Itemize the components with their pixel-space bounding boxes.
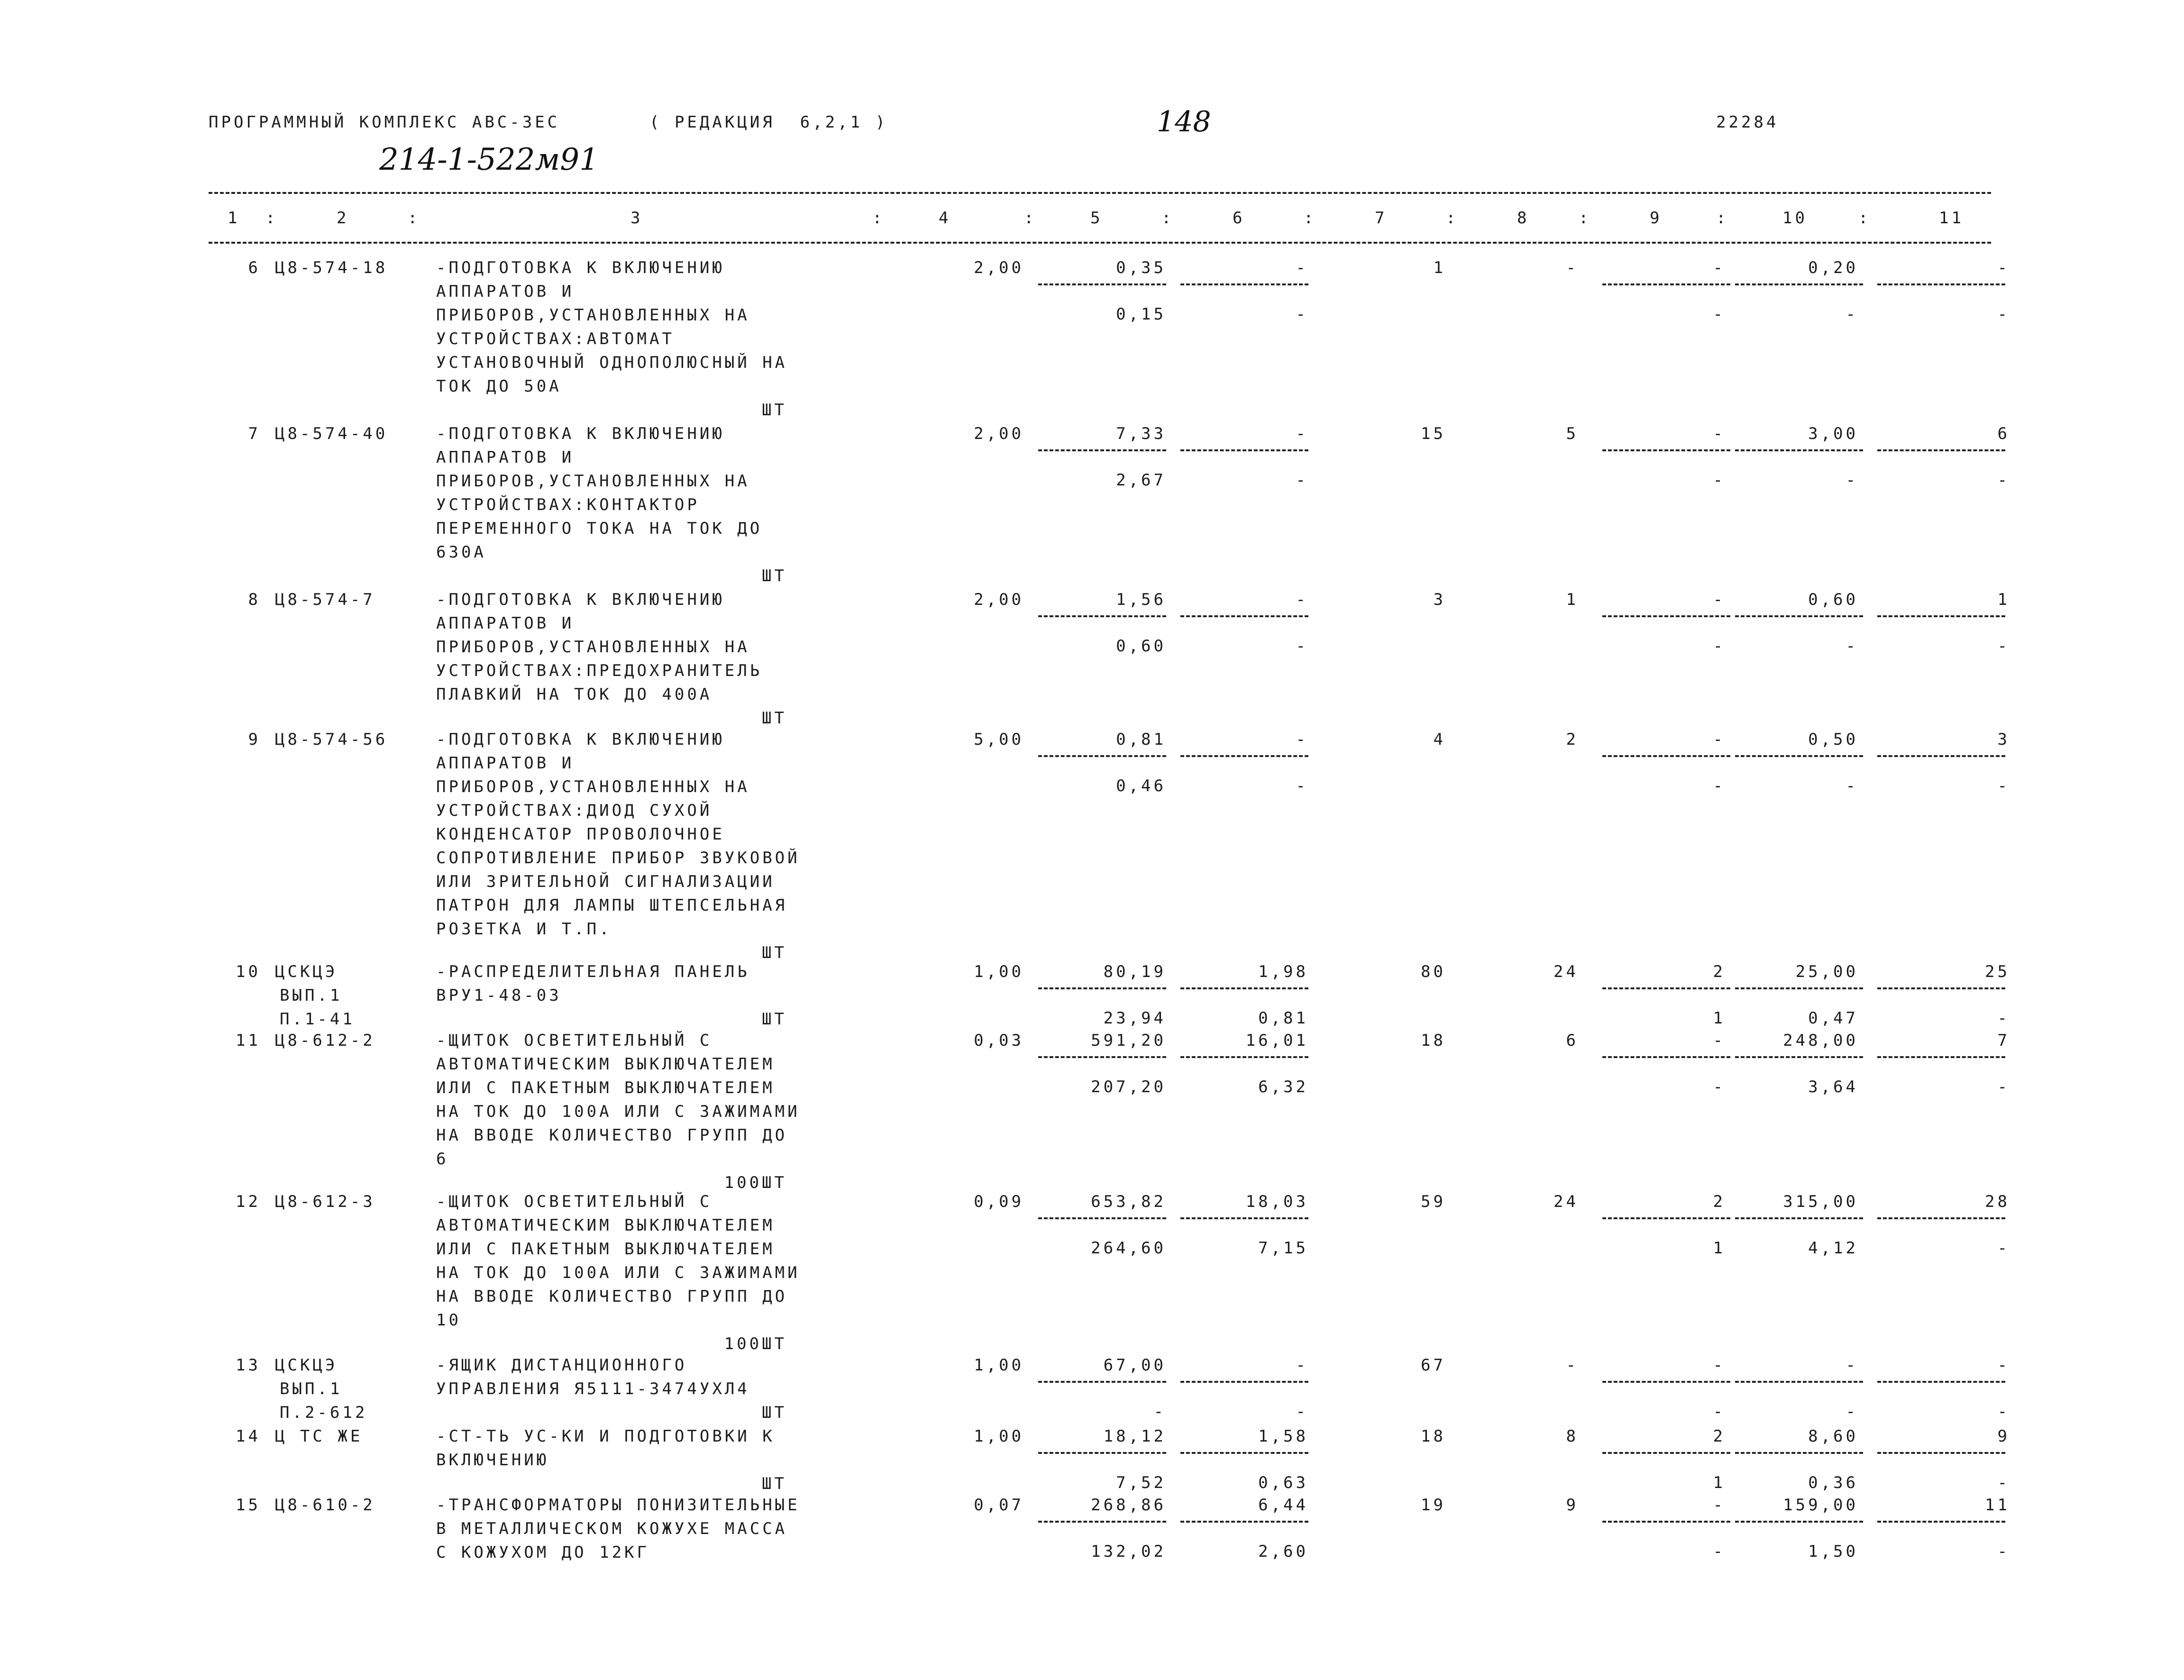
machine-cost: - bbox=[1296, 590, 1308, 609]
dashed-separator bbox=[1877, 1056, 2005, 1058]
machine-cost-wage: 6,32 bbox=[1258, 1077, 1308, 1096]
unit-label: ШТ bbox=[762, 943, 787, 962]
dashed-separator bbox=[1180, 449, 1308, 451]
total-cost: 67 bbox=[1421, 1356, 1446, 1375]
unit-cost-wage: 0,60 bbox=[1116, 637, 1166, 656]
dashed-separator bbox=[1877, 1217, 2005, 1219]
work-description: -СТ-ТЬ УС-КИ И ПОДГОТОВКИ К bbox=[436, 1427, 775, 1446]
machine-total: - bbox=[1713, 1356, 1726, 1375]
dashed-separator bbox=[1180, 1521, 1308, 1523]
total-cost: 18 bbox=[1421, 1427, 1446, 1446]
unit-cost: 18,12 bbox=[1103, 1427, 1166, 1446]
work-description: В МЕТАЛЛИЧЕСКОМ КОЖУХЕ МАССА bbox=[436, 1519, 788, 1538]
work-description: ИЛИ ЗРИТЕЛЬНОЙ СИГНАЛИЗАЦИИ bbox=[436, 872, 775, 891]
machine-total-wage: - bbox=[1713, 305, 1726, 324]
wage-cost: - bbox=[1566, 1356, 1579, 1375]
dashed-separator bbox=[1877, 987, 2005, 989]
dashed-separator bbox=[1735, 1056, 1863, 1058]
dashed-separator bbox=[1602, 1217, 1730, 1219]
dashed-separator bbox=[1735, 449, 1863, 451]
machine-cost-wage: - bbox=[1296, 637, 1308, 656]
col-separators: : bbox=[408, 209, 420, 228]
unit-cost: 7,33 bbox=[1116, 424, 1166, 443]
col-header-6: 6 bbox=[1233, 209, 1245, 228]
unit-cost-wage: 132,02 bbox=[1091, 1542, 1166, 1561]
dashed-separator bbox=[1038, 283, 1166, 285]
dashed-separator bbox=[1180, 1217, 1308, 1219]
labor-hours-wage: 3,64 bbox=[1808, 1077, 1858, 1096]
machine-total: 2 bbox=[1713, 1427, 1726, 1446]
machine-total: - bbox=[1713, 258, 1726, 277]
col-separators: : bbox=[872, 209, 885, 228]
row-number: 7 bbox=[248, 424, 261, 443]
work-description: ТОК ДО 50А bbox=[436, 377, 562, 396]
norm-code: Ц ТС ЖЕ bbox=[275, 1427, 363, 1446]
dashed-separator bbox=[1602, 1056, 1730, 1058]
labor-hours: 159,00 bbox=[1783, 1496, 1858, 1515]
work-description: -ЩИТОК ОСВЕТИТЕЛЬНЫЙ С bbox=[436, 1031, 713, 1050]
dashed-separator bbox=[1735, 1217, 1863, 1219]
quantity: 0,09 bbox=[974, 1192, 1024, 1211]
unit-label: ШТ bbox=[762, 709, 787, 728]
labor-total-wage: - bbox=[1997, 637, 2010, 656]
dashed-separator bbox=[1602, 1381, 1730, 1383]
page-number: 148 bbox=[1157, 105, 1211, 138]
labor-total-wage: - bbox=[1997, 776, 2010, 795]
unit-label: ШТ bbox=[762, 401, 787, 420]
dashed-separator bbox=[1038, 615, 1166, 617]
row-number: 14 bbox=[236, 1427, 261, 1446]
total-cost: 59 bbox=[1421, 1192, 1446, 1211]
total-cost: 19 bbox=[1421, 1496, 1446, 1515]
quantity: 0,07 bbox=[974, 1496, 1024, 1515]
row-number: 8 bbox=[248, 590, 261, 609]
unit-cost-wage: 0,46 bbox=[1116, 776, 1166, 795]
col-header-1: 1 bbox=[228, 209, 240, 228]
unit-cost-wage: 2,67 bbox=[1116, 471, 1166, 490]
col-separators: : bbox=[1024, 209, 1037, 228]
machine-total: 2 bbox=[1713, 1192, 1726, 1211]
dashed-separator bbox=[1038, 987, 1166, 989]
machine-total-wage: 1 bbox=[1713, 1473, 1726, 1492]
work-description: ВКЛЮЧЕНИЮ bbox=[436, 1451, 549, 1470]
total-cost: 15 bbox=[1421, 424, 1446, 443]
work-description: -РАСПРЕДЕЛИТЕЛЬНАЯ ПАНЕЛЬ bbox=[436, 962, 750, 981]
work-description: ПРИБОРОВ,УСТАНОВЛЕННЫХ НА bbox=[436, 306, 750, 325]
dashed-separator bbox=[1602, 1521, 1730, 1523]
machine-total-wage: - bbox=[1713, 1542, 1726, 1561]
labor-hours: 248,00 bbox=[1783, 1031, 1858, 1050]
work-description: 6 bbox=[436, 1150, 449, 1169]
machine-cost: 6,44 bbox=[1258, 1496, 1308, 1515]
machine-cost: 1,58 bbox=[1258, 1427, 1308, 1446]
col-separators: : bbox=[1446, 209, 1459, 228]
norm-code: Ц8-574-18 bbox=[275, 258, 388, 277]
labor-total: 11 bbox=[1985, 1496, 2010, 1515]
total-cost: 18 bbox=[1421, 1031, 1446, 1050]
dashed-separator bbox=[1180, 755, 1308, 757]
col-header-2: 2 bbox=[337, 209, 349, 228]
quantity: 2,00 bbox=[974, 590, 1024, 609]
unit-label: 100ШТ bbox=[724, 1173, 787, 1192]
unit-label: ШТ bbox=[762, 1403, 787, 1422]
labor-hours: 0,50 bbox=[1808, 730, 1858, 749]
machine-cost-wage: - bbox=[1296, 776, 1308, 795]
work-description: АППАРАТОВ И bbox=[436, 448, 575, 467]
work-description: УПРАВЛЕНИЯ Я5111-3474УХЛ4 bbox=[436, 1379, 750, 1398]
program-title: ПРОГРАММНЫЙ КОМПЛЕКС АВС-3ЕС bbox=[209, 113, 560, 132]
unit-label: ШТ bbox=[762, 1474, 787, 1493]
labor-total: - bbox=[1997, 1356, 2010, 1375]
unit-cost: 591,20 bbox=[1091, 1031, 1166, 1050]
dashed-separator bbox=[1180, 1056, 1308, 1058]
dashed-separator bbox=[1735, 1381, 1863, 1383]
wage-cost: - bbox=[1566, 258, 1579, 277]
norm-code: ЦСКЦЭ bbox=[275, 962, 338, 981]
dashed-separator bbox=[1038, 449, 1166, 451]
row-number: 13 bbox=[236, 1356, 261, 1375]
unit-cost-wage: - bbox=[1153, 1402, 1166, 1421]
row-number: 12 bbox=[236, 1192, 261, 1211]
quantity: 1,00 bbox=[974, 962, 1024, 981]
dashed-separator bbox=[1602, 449, 1730, 451]
labor-hours-wage: 0,47 bbox=[1808, 1009, 1858, 1028]
machine-cost: - bbox=[1296, 1356, 1308, 1375]
dashed-separator bbox=[1180, 987, 1308, 989]
dashed-separator bbox=[1877, 615, 2005, 617]
col-header-9: 9 bbox=[1650, 209, 1663, 228]
work-description: УСТАНОВОЧНЫЙ ОДНОПОЛЮСНЫЙ НА bbox=[436, 353, 788, 372]
labor-hours-wage: 0,36 bbox=[1808, 1473, 1858, 1492]
labor-total: 3 bbox=[1997, 730, 2010, 749]
labor-hours: 0,20 bbox=[1808, 258, 1858, 277]
machine-cost-wage: 0,81 bbox=[1258, 1009, 1308, 1028]
wage-cost: 24 bbox=[1553, 962, 1579, 981]
labor-hours-wage: - bbox=[1846, 776, 1858, 795]
machine-total-wage: 1 bbox=[1713, 1009, 1726, 1028]
work-description: -ПОДГОТОВКА К ВКЛЮЧЕНИЮ bbox=[436, 424, 725, 443]
unit-cost: 67,00 bbox=[1103, 1356, 1166, 1375]
machine-cost: - bbox=[1296, 258, 1308, 277]
labor-total: 9 bbox=[1997, 1427, 2010, 1446]
machine-cost-wage: - bbox=[1296, 471, 1308, 490]
machine-cost-wage: 7,15 bbox=[1258, 1239, 1308, 1258]
work-description: -ПОДГОТОВКА К ВКЛЮЧЕНИЮ bbox=[436, 258, 725, 277]
total-cost: 80 bbox=[1421, 962, 1446, 981]
machine-total-wage: - bbox=[1713, 471, 1726, 490]
work-description: -ТРАНСФОРМАТОРЫ ПОНИЗИТЕЛЬНЫЕ bbox=[436, 1496, 800, 1515]
norm-code: Ц8-610-2 bbox=[275, 1496, 375, 1515]
machine-cost: 1,98 bbox=[1258, 962, 1308, 981]
document-number: 22284 bbox=[1716, 113, 1779, 132]
work-description: АППАРАТОВ И bbox=[436, 282, 575, 301]
work-description: НА ВВОДЕ КОЛИЧЕСТВО ГРУПП ДО bbox=[436, 1126, 788, 1145]
machine-total-wage: - bbox=[1713, 1402, 1726, 1421]
work-description: ПРИБОРОВ,УСТАНОВЛЕННЫХ НА bbox=[436, 472, 750, 491]
norm-code: Ц8-574-7 bbox=[275, 590, 375, 609]
handwritten-project-code: 214-1-522м91 bbox=[379, 142, 599, 177]
labor-total-wage: - bbox=[1997, 305, 2010, 324]
wage-cost: 5 bbox=[1566, 424, 1579, 443]
header-top-rule bbox=[209, 192, 1991, 194]
dashed-separator bbox=[1602, 987, 1730, 989]
unit-cost-wage: 23,94 bbox=[1103, 1009, 1166, 1028]
dashed-separator bbox=[1877, 755, 2005, 757]
labor-hours-wage: - bbox=[1846, 471, 1858, 490]
work-description: ВРУ1-48-03 bbox=[436, 986, 562, 1005]
machine-cost-wage: 0,63 bbox=[1258, 1473, 1308, 1492]
labor-hours-wage: - bbox=[1846, 637, 1858, 656]
machine-total: 2 bbox=[1713, 962, 1726, 981]
unit-label: ШТ bbox=[762, 1010, 787, 1029]
unit-cost-wage: 207,20 bbox=[1091, 1077, 1166, 1096]
machine-total-wage: 1 bbox=[1713, 1239, 1726, 1258]
dashed-separator bbox=[1038, 1521, 1166, 1523]
col-header-11: 11 bbox=[1939, 209, 1964, 228]
work-description: СОПРОТИВЛЕНИЕ ПРИБОР ЗВУКОВОЙ bbox=[436, 849, 800, 867]
col-separators: : bbox=[265, 209, 278, 228]
wage-cost: 6 bbox=[1566, 1031, 1579, 1050]
unit-cost: 0,81 bbox=[1116, 730, 1166, 749]
labor-total: 28 bbox=[1985, 1192, 2010, 1211]
labor-total: 25 bbox=[1985, 962, 2010, 981]
labor-hours: 25,00 bbox=[1795, 962, 1858, 981]
dashed-separator bbox=[1180, 283, 1308, 285]
quantity: 2,00 bbox=[974, 258, 1024, 277]
labor-hours: 3,00 bbox=[1808, 424, 1858, 443]
work-description: -ЩИТОК ОСВЕТИТЕЛЬНЫЙ С bbox=[436, 1192, 713, 1211]
work-description: РОЗЕТКА И Т.П. bbox=[436, 920, 612, 939]
col-header-4: 4 bbox=[939, 209, 951, 228]
work-description: УСТРОЙСТВАХ:ПРЕДОХРАНИТЕЛЬ bbox=[436, 661, 763, 680]
total-cost: 4 bbox=[1433, 730, 1446, 749]
dashed-separator bbox=[1038, 1452, 1166, 1454]
dashed-separator bbox=[1735, 1521, 1863, 1523]
machine-total-wage: - bbox=[1713, 1077, 1726, 1096]
norm-code: Ц8-574-56 bbox=[275, 730, 388, 749]
labor-total-wage: - bbox=[1997, 1473, 2010, 1492]
machine-total: - bbox=[1713, 730, 1726, 749]
machine-cost-wage: - bbox=[1296, 1402, 1308, 1421]
work-description: УСТРОЙСТВАХ:ДИОД СУХОЙ bbox=[436, 801, 713, 820]
machine-cost: - bbox=[1296, 730, 1308, 749]
labor-total-wage: - bbox=[1997, 1077, 2010, 1096]
unit-cost-wage: 0,15 bbox=[1116, 305, 1166, 324]
row-number: 10 bbox=[236, 962, 261, 981]
labor-total-wage: - bbox=[1997, 1402, 2010, 1421]
norm-code: ВЫП.1 bbox=[280, 1379, 343, 1398]
work-description: УСТРОЙСТВАХ:АВТОМАТ bbox=[436, 329, 675, 348]
labor-total-wage: - bbox=[1997, 1009, 2010, 1028]
row-number: 15 bbox=[236, 1496, 261, 1515]
unit-cost-wage: 7,52 bbox=[1116, 1473, 1166, 1492]
labor-hours-wage: - bbox=[1846, 305, 1858, 324]
quantity: 1,00 bbox=[974, 1356, 1024, 1375]
header-bottom-rule bbox=[209, 242, 1991, 244]
work-description: ПЛАВКИЙ НА ТОК ДО 400А bbox=[436, 685, 713, 704]
dashed-separator bbox=[1735, 1452, 1863, 1454]
labor-hours-wage: 4,12 bbox=[1808, 1239, 1858, 1258]
labor-hours: 0,60 bbox=[1808, 590, 1858, 609]
quantity: 1,00 bbox=[974, 1427, 1024, 1446]
dashed-separator bbox=[1602, 283, 1730, 285]
dashed-separator bbox=[1735, 987, 1863, 989]
machine-cost: 16,01 bbox=[1245, 1031, 1308, 1050]
dashed-separator bbox=[1877, 449, 2005, 451]
col-header-7: 7 bbox=[1375, 209, 1388, 228]
col-header-3: 3 bbox=[631, 209, 643, 228]
dashed-separator bbox=[1735, 755, 1863, 757]
dashed-separator bbox=[1180, 1452, 1308, 1454]
dashed-separator bbox=[1038, 755, 1166, 757]
machine-total-wage: - bbox=[1713, 637, 1726, 656]
unit-cost: 80,19 bbox=[1103, 962, 1166, 981]
machine-total: - bbox=[1713, 1031, 1726, 1050]
work-description: -ПОДГОТОВКА К ВКЛЮЧЕНИЮ bbox=[436, 590, 725, 609]
work-description: АВТОМАТИЧЕСКИМ ВЫКЛЮЧАТЕЛЕМ bbox=[436, 1216, 775, 1235]
dashed-separator bbox=[1877, 1452, 2005, 1454]
work-description: -ПОДГОТОВКА К ВКЛЮЧЕНИЮ bbox=[436, 730, 725, 749]
col-separators: : bbox=[1579, 209, 1591, 228]
work-description: ПРИБОРОВ,УСТАНОВЛЕННЫХ НА bbox=[436, 638, 750, 657]
col-header-8: 8 bbox=[1517, 209, 1530, 228]
wage-cost: 8 bbox=[1566, 1427, 1579, 1446]
work-description: ПЕРЕМЕННОГО ТОКА НА ТОК ДО bbox=[436, 519, 763, 538]
unit-cost: 653,82 bbox=[1091, 1192, 1166, 1211]
col-separators: : bbox=[1858, 209, 1871, 228]
dashed-separator bbox=[1038, 1381, 1166, 1383]
machine-cost-wage: - bbox=[1296, 305, 1308, 324]
machine-total: - bbox=[1713, 1496, 1726, 1515]
dashed-separator bbox=[1877, 283, 2005, 285]
labor-total: 1 bbox=[1997, 590, 2010, 609]
norm-code: ЦСКЦЭ bbox=[275, 1356, 338, 1375]
labor-total-wage: - bbox=[1997, 1239, 2010, 1258]
col-separators: : bbox=[1161, 209, 1174, 228]
norm-code: ВЫП.1 bbox=[280, 986, 343, 1005]
row-number: 6 bbox=[248, 258, 261, 277]
col-separators: : bbox=[1716, 209, 1729, 228]
machine-total: - bbox=[1713, 424, 1726, 443]
labor-total: 7 bbox=[1997, 1031, 2010, 1050]
work-description: НА ТОК ДО 100А ИЛИ С ЗАЖИМАМИ bbox=[436, 1102, 800, 1121]
work-description: АППАРАТОВ И bbox=[436, 614, 575, 633]
work-description: ИЛИ С ПАКЕТНЫМ ВЫКЛЮЧАТЕЛЕМ bbox=[436, 1078, 775, 1097]
labor-total: - bbox=[1997, 258, 2010, 277]
dashed-separator bbox=[1877, 1381, 2005, 1383]
labor-hours: 8,60 bbox=[1808, 1427, 1858, 1446]
labor-total: 6 bbox=[1997, 424, 2010, 443]
work-description: ИЛИ С ПАКЕТНЫМ ВЫКЛЮЧАТЕЛЕМ bbox=[436, 1240, 775, 1259]
work-description: 10 bbox=[436, 1311, 461, 1330]
work-description: УСТРОЙСТВАХ:КОНТАКТОР bbox=[436, 495, 700, 514]
edition-label: ( РЕДАКЦИЯ 6,2,1 ) bbox=[649, 113, 888, 132]
quantity: 0,03 bbox=[974, 1031, 1024, 1050]
dashed-separator bbox=[1180, 1381, 1308, 1383]
work-description: -ЯЩИК ДИСТАНЦИОННОГО bbox=[436, 1356, 687, 1375]
dashed-separator bbox=[1602, 1452, 1730, 1454]
work-description: АППАРАТОВ И bbox=[436, 754, 575, 773]
work-description: НА ВВОДЕ КОЛИЧЕСТВО ГРУПП ДО bbox=[436, 1287, 788, 1306]
labor-hours: - bbox=[1846, 1356, 1858, 1375]
dashed-separator bbox=[1602, 755, 1730, 757]
machine-cost: - bbox=[1296, 424, 1308, 443]
unit-cost: 0,35 bbox=[1116, 258, 1166, 277]
wage-cost: 2 bbox=[1566, 730, 1579, 749]
unit-label: ШТ bbox=[762, 566, 787, 585]
dashed-separator bbox=[1038, 1056, 1166, 1058]
norm-code: П.1-41 bbox=[280, 1010, 355, 1029]
row-number: 11 bbox=[236, 1031, 261, 1050]
norm-code: П.2-612 bbox=[280, 1403, 368, 1422]
labor-hours: 315,00 bbox=[1783, 1192, 1858, 1211]
wage-cost: 24 bbox=[1553, 1192, 1579, 1211]
total-cost: 3 bbox=[1433, 590, 1446, 609]
machine-cost-wage: 2,60 bbox=[1258, 1542, 1308, 1561]
col-separators: : bbox=[1304, 209, 1316, 228]
machine-total-wage: - bbox=[1713, 776, 1726, 795]
norm-code: Ц8-612-3 bbox=[275, 1192, 375, 1211]
work-description: ПРИБОРОВ,УСТАНОВЛЕННЫХ НА bbox=[436, 777, 750, 796]
labor-hours-wage: - bbox=[1846, 1402, 1858, 1421]
dashed-separator bbox=[1180, 615, 1308, 617]
wage-cost: 1 bbox=[1566, 590, 1579, 609]
col-header-5: 5 bbox=[1090, 209, 1103, 228]
work-description: КОНДЕНСАТОР ПРОВОЛОЧНОЕ bbox=[436, 825, 725, 844]
unit-cost: 268,86 bbox=[1091, 1496, 1166, 1515]
norm-code: Ц8-612-2 bbox=[275, 1031, 375, 1050]
machine-cost: 18,03 bbox=[1245, 1192, 1308, 1211]
labor-total-wage: - bbox=[1997, 471, 2010, 490]
unit-cost-wage: 264,60 bbox=[1091, 1239, 1166, 1258]
col-header-10: 10 bbox=[1782, 209, 1808, 228]
work-description: ПАТРОН ДЛЯ ЛАМПЫ ШТЕПСЕЛЬНАЯ bbox=[436, 896, 788, 915]
dashed-separator bbox=[1038, 1217, 1166, 1219]
row-number: 9 bbox=[248, 730, 261, 749]
work-description: 630А bbox=[436, 543, 486, 562]
quantity: 2,00 bbox=[974, 424, 1024, 443]
unit-cost: 1,56 bbox=[1116, 590, 1166, 609]
quantity: 5,00 bbox=[974, 730, 1024, 749]
work-description: НА ТОК ДО 100А ИЛИ С ЗАЖИМАМИ bbox=[436, 1263, 800, 1282]
unit-label: 100ШТ bbox=[724, 1334, 787, 1353]
labor-total-wage: - bbox=[1997, 1542, 2010, 1561]
norm-code: Ц8-574-40 bbox=[275, 424, 388, 443]
labor-hours-wage: 1,50 bbox=[1808, 1542, 1858, 1561]
machine-total: - bbox=[1713, 590, 1726, 609]
work-description: С КОЖУХОМ ДО 12КГ bbox=[436, 1543, 649, 1562]
dashed-separator bbox=[1602, 615, 1730, 617]
dashed-separator bbox=[1735, 615, 1863, 617]
wage-cost: 9 bbox=[1566, 1496, 1579, 1515]
dashed-separator bbox=[1735, 283, 1863, 285]
work-description: АВТОМАТИЧЕСКИМ ВЫКЛЮЧАТЕЛЕМ bbox=[436, 1055, 775, 1074]
dashed-separator bbox=[1877, 1521, 2005, 1523]
total-cost: 1 bbox=[1433, 258, 1446, 277]
